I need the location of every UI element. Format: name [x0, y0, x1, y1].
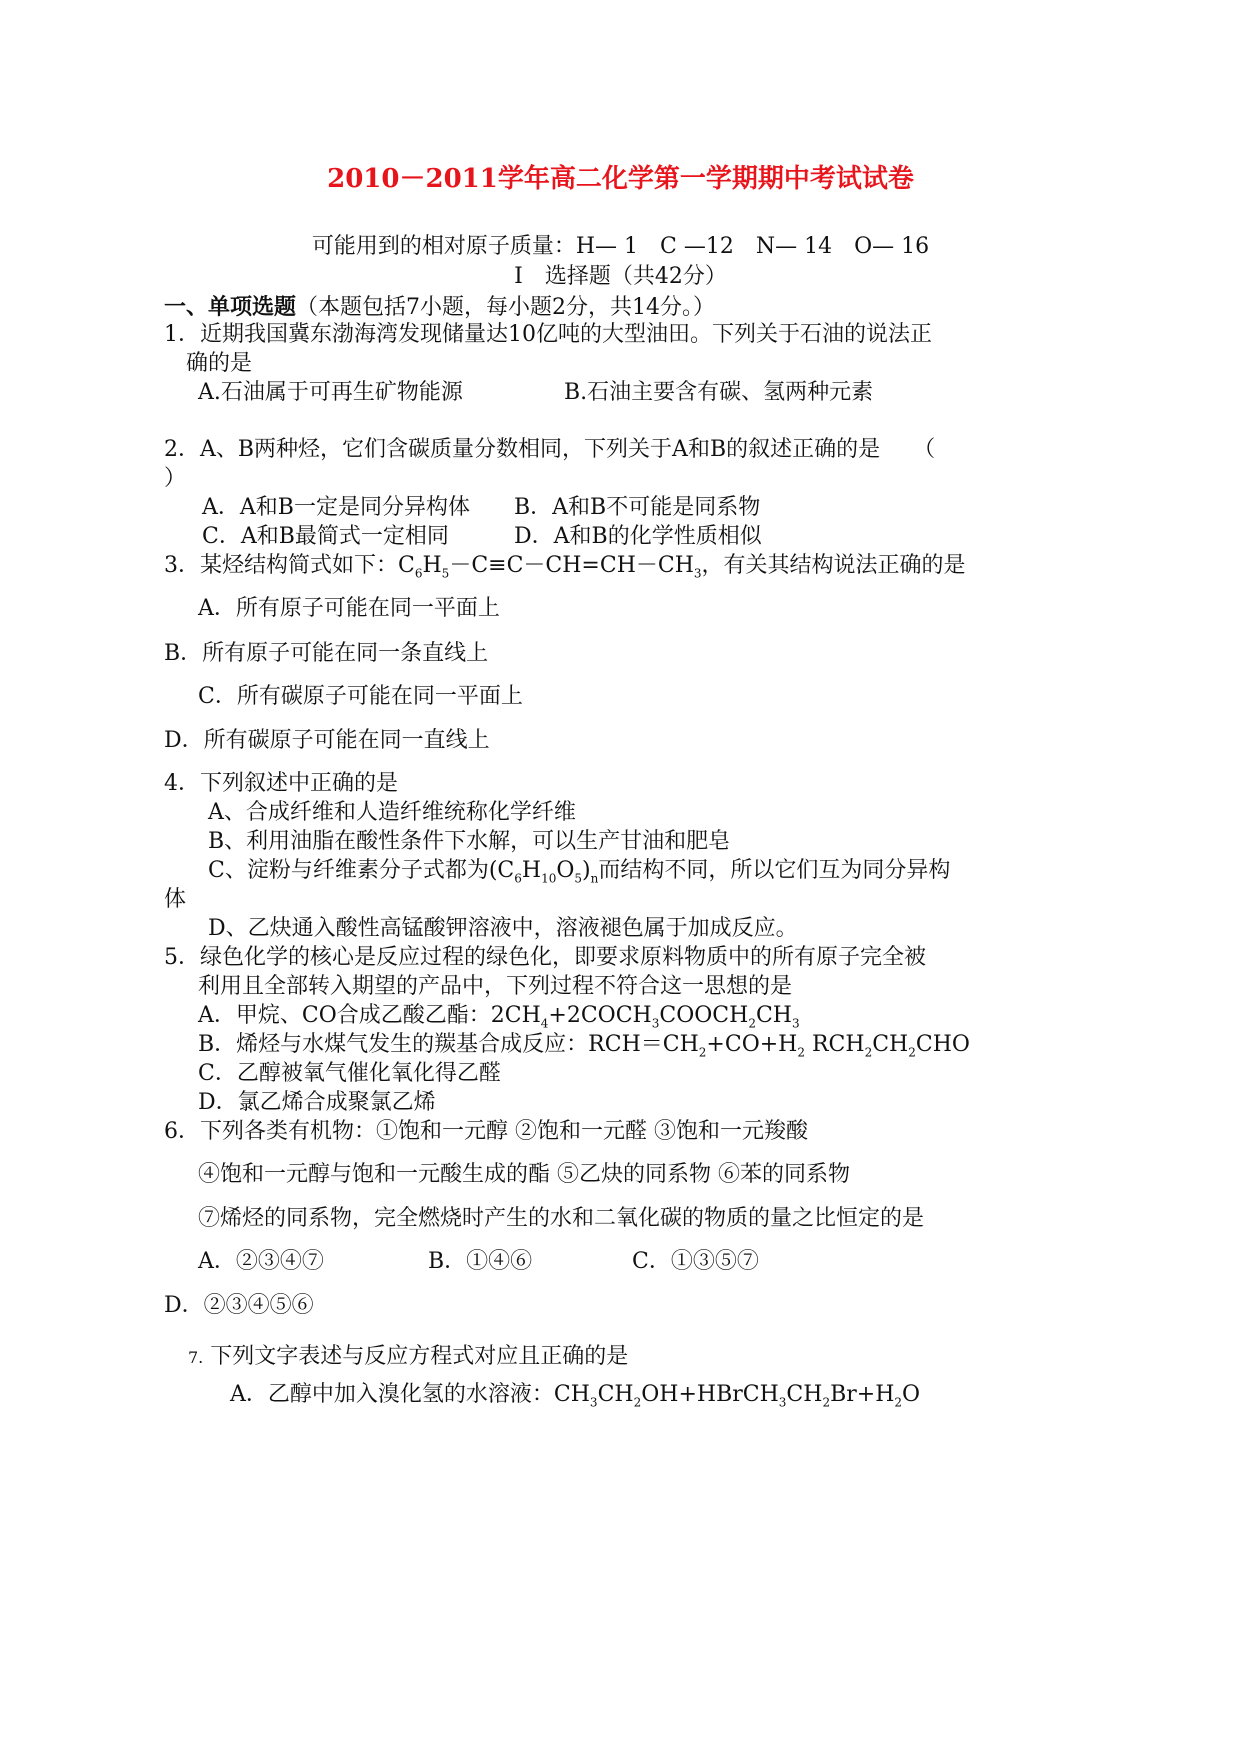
q6-option-b: B．①④⑥: [428, 1249, 533, 1274]
q4-option-c-cont: 体: [164, 887, 187, 912]
section1-note: （本题包括7小题，每小题2分，共14分。）: [296, 295, 716, 320]
q2-option-c: C．A和B最简式一定相同: [202, 524, 449, 549]
q1-stem-line1: 1．近期我国冀东渤海湾发现储量达10亿吨的大型油田。下列关于石油的说法正: [164, 322, 932, 347]
q4-option-a: A、合成纤维和人造纤维统称化学纤维: [208, 800, 576, 825]
q4-option-d: D、乙炔通入酸性高锰酸钾溶液中，溶液褪色属于加成反应。: [208, 916, 798, 941]
q3-option-c: C．所有碳原子可能在同一平面上: [198, 684, 523, 709]
exam-title: 2010－2011学年高二化学第一学期期中考试试卷: [327, 164, 914, 194]
q7-option-a: A．乙醇中加入溴化氢的水溶液：$CH_3CH_2OH+HBrCH_3CH_2Br+H_2O$: [230, 1382, 921, 1410]
q3-option-d: D．所有碳原子可能在同一直线上: [164, 728, 490, 753]
q5-option-d: D．氯乙烯合成聚氯乙烯: [198, 1090, 436, 1115]
q1-stem-line2: 确的是: [186, 351, 253, 376]
q6-line3: ⑦烯烃的同系物，完全燃烧时产生的水和二氧化碳的物质的量之比恒定的是: [198, 1206, 925, 1231]
q2-option-a: A．A和B一定是同分异构体: [202, 495, 470, 520]
q2-stem-line1: 2．A、B两种烃，它们含碳质量分数相同，下列关于A和B的叙述正确的是 （: [164, 437, 936, 462]
q2-stem-line2: ）: [164, 466, 187, 491]
q2-option-b: B．A和B不可能是同系物: [514, 495, 761, 520]
q4-option-b: B、利用油脂在酸性条件下水解，可以生产甘油和肥皂: [208, 829, 731, 854]
q3-option-a: A．所有原子可能在同一平面上: [198, 596, 500, 621]
section1-heading: [164, 292, 715, 323]
q6-line2: ④饱和一元醇与饱和一元酸生成的酯 ⑤乙炔的同系物 ⑥苯的同系物: [198, 1162, 850, 1187]
q4-option-c: C、淀粉与纤维素分子式都为$(C_6H_{10}O_5)_n$而结构不同，所以它们互为同分异构: [208, 858, 951, 886]
q1-option-b: B.石油主要含有碳、氢两种元素: [564, 380, 874, 405]
q6-option-d: D．②③④⑤⑥: [164, 1293, 314, 1318]
q5-stem-line1: 5．绿色化学的核心是反应过程的绿色化，即要求原料物质中的所有原子完全被: [164, 945, 926, 970]
q7-stem: 7. 下列文字表述与反应方程式对应且正确的是: [188, 1344, 629, 1369]
q6-option-c: C．①③⑤⑦: [632, 1249, 759, 1274]
q4-stem: 4．下列叙述中正确的是: [164, 771, 398, 796]
q6-line1: 6．下列各类有机物：①饱和一元醇 ②饱和一元醛 ③饱和一元羧酸: [164, 1119, 808, 1144]
q5-stem-line2: 利用且全部转入期望的产品中，下列过程不符合这一思想的是: [198, 974, 793, 999]
atomic-mass-line: 可能用到的相对原子质量：H— 1 C —12 N— 14 O— 16: [311, 234, 930, 259]
q3-option-b: B．所有原子可能在同一条直线上: [164, 641, 489, 666]
q5-option-b: B．烯烃与水煤气发生的羰基合成反应：$RCH=CH_2+CO+H_2$ $RCH_2CH_2CHO$: [198, 1032, 970, 1060]
part1-heading: Ⅰ 选择题（共42分）: [514, 264, 727, 289]
section1-label: 一、单项选题: [164, 294, 297, 320]
q6-option-a: A．②③④⑦: [198, 1249, 324, 1274]
q1-option-a: A.石油属于可再生矿物能源: [198, 380, 463, 405]
q5-option-c: C．乙醇被氧气催化氧化得乙醛: [198, 1061, 501, 1086]
q3-stem: 3．某烃结构简式如下：$C_6H_5-C\equiv C-CH=CH-CH_3$，有关其结构说法正确的是: [164, 553, 966, 581]
q5-option-a: A．甲烷、CO合成乙酸乙酯：$2CH_4+2COCH_3COOCH_2CH_3$: [198, 1003, 800, 1031]
q7-number: 7.: [188, 1348, 204, 1367]
q2-option-d: D．A和B的化学性质相似: [514, 524, 762, 549]
